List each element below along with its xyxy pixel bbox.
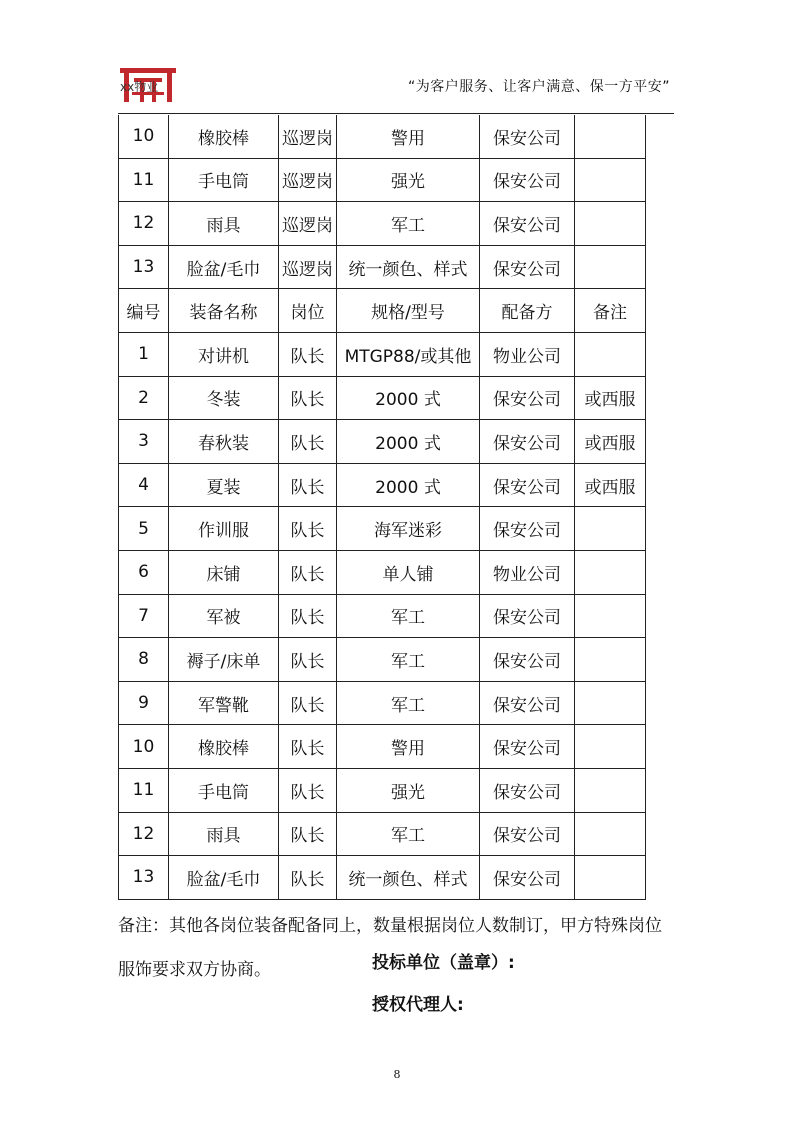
bidder-seal-label: 投标单位（盖章）:: [372, 953, 515, 973]
table-cell: 保安公司: [480, 768, 575, 812]
table-cell: 军工: [337, 594, 480, 638]
remarks-note: 备注：其他各岗位装备配备同上，数量根据岗位人数制订，甲方特殊岗位服饰要求双方协商。: [118, 916, 662, 980]
table-cell: [575, 856, 646, 900]
table-cell: 保安公司: [480, 725, 575, 769]
table-cell: 强光: [337, 158, 480, 202]
table-cell: 警用: [337, 115, 480, 158]
table-cell: [575, 768, 646, 812]
table-cell: [575, 812, 646, 856]
table-cell: 保安公司: [480, 115, 575, 158]
table-cell: 作训服: [169, 507, 279, 551]
table-cell: 春秋装: [169, 420, 279, 464]
table-row: [119, 638, 646, 682]
table-cell: 或西服: [575, 463, 646, 507]
header-slogan: “为客户服务、让客户满意、保一方平安”: [407, 79, 670, 95]
table-row: [119, 115, 646, 158]
table-cell: 单人铺: [337, 550, 480, 594]
table-cell: 队长: [279, 681, 337, 725]
table-cell: 10: [119, 725, 169, 769]
table-cell: 规格/型号: [337, 289, 480, 333]
table-row: [119, 420, 646, 464]
table-row: [119, 681, 646, 725]
table-cell: 床铺: [169, 550, 279, 594]
table-cell: 12: [119, 812, 169, 856]
table-cell: 2000 式: [337, 420, 480, 464]
table-cell: 手电筒: [169, 768, 279, 812]
page-number: 8: [393, 1068, 401, 1081]
table-cell: 队长: [279, 376, 337, 420]
table-cell: 队长: [279, 507, 337, 551]
table-cell: 12: [119, 202, 169, 246]
table-cell: [575, 158, 646, 202]
table-cell: 对讲机: [169, 332, 279, 376]
table-cell: 巡逻岗: [279, 245, 337, 289]
table-cell: 军工: [337, 202, 480, 246]
table-row: [119, 245, 646, 289]
table-row: [119, 856, 646, 900]
table-cell: 备注: [575, 289, 646, 333]
table-cell: 警用: [337, 725, 480, 769]
table-cell: 军工: [337, 812, 480, 856]
table-row: [119, 725, 646, 769]
table-row: [119, 507, 646, 551]
equipment-table: [118, 115, 646, 900]
table-cell: 褥子/床单: [169, 638, 279, 682]
table-cell: 保安公司: [480, 681, 575, 725]
table-cell: 物业公司: [480, 332, 575, 376]
table-row: [119, 768, 646, 812]
table-cell: 或西服: [575, 376, 646, 420]
table-cell: 队长: [279, 725, 337, 769]
table-cell: 队长: [279, 638, 337, 682]
table-row: [119, 202, 646, 246]
table-cell: [575, 638, 646, 682]
table-cell: 保安公司: [480, 420, 575, 464]
table-cell: 保安公司: [480, 638, 575, 682]
table-cell: 11: [119, 158, 169, 202]
table-cell: 岗位: [279, 289, 337, 333]
table-cell: 雨具: [169, 202, 279, 246]
table-cell: 13: [119, 856, 169, 900]
table-cell: 统一颜色、样式: [337, 856, 480, 900]
table-cell: MTGP88/或其他: [337, 332, 480, 376]
authorized-agent-label: 授权代理人:: [372, 995, 464, 1015]
table-cell: 8: [119, 638, 169, 682]
table-cell: 队长: [279, 768, 337, 812]
table-cell: 强光: [337, 768, 480, 812]
table-cell: 橡胶棒: [169, 115, 279, 158]
table-cell: 保安公司: [480, 507, 575, 551]
table-row: [119, 550, 646, 594]
table-cell: 统一颜色、样式: [337, 245, 480, 289]
table-cell: 保安公司: [480, 812, 575, 856]
table-row: [119, 594, 646, 638]
table-cell: 1: [119, 332, 169, 376]
table-cell: 9: [119, 681, 169, 725]
table-cell: 巡逻岗: [279, 158, 337, 202]
table-cell: [575, 550, 646, 594]
table-cell: 11: [119, 768, 169, 812]
table-row: [119, 812, 646, 856]
table-cell: 编号: [119, 289, 169, 333]
table-cell: 保安公司: [480, 856, 575, 900]
table-cell: 5: [119, 507, 169, 551]
table-row: [119, 332, 646, 376]
table-cell: 橡胶棒: [169, 725, 279, 769]
table-cell: 军警靴: [169, 681, 279, 725]
table-cell: 2000 式: [337, 376, 480, 420]
table-cell: 雨具: [169, 812, 279, 856]
table-cell: 2000 式: [337, 463, 480, 507]
table-cell: 3: [119, 420, 169, 464]
table-cell: 海军迷彩: [337, 507, 480, 551]
table-cell: 脸盆/毛巾: [169, 245, 279, 289]
table-cell: 队长: [279, 812, 337, 856]
table-cell: [575, 332, 646, 376]
table-cell: 军工: [337, 638, 480, 682]
table-cell: 10: [119, 115, 169, 158]
table-cell: 队长: [279, 856, 337, 900]
table-cell: 保安公司: [480, 463, 575, 507]
table-cell: 冬装: [169, 376, 279, 420]
table-cell: 队长: [279, 594, 337, 638]
table-row: [119, 158, 646, 202]
table-cell: 保安公司: [480, 594, 575, 638]
table-cell: 物业公司: [480, 550, 575, 594]
header-divider: [118, 113, 674, 114]
table-cell: 保安公司: [480, 202, 575, 246]
table-cell: 7: [119, 594, 169, 638]
table-cell: 配备方: [480, 289, 575, 333]
table-cell: 13: [119, 245, 169, 289]
table-cell: 巡逻岗: [279, 115, 337, 158]
table-cell: 巡逻岗: [279, 202, 337, 246]
table-cell: 手电筒: [169, 158, 279, 202]
page-header: [0, 0, 793, 115]
table-cell: 2: [119, 376, 169, 420]
table-cell: [575, 681, 646, 725]
table-cell: 4: [119, 463, 169, 507]
table-row: [119, 463, 646, 507]
table-cell: [575, 507, 646, 551]
table-cell: [575, 115, 646, 158]
table-cell: 队长: [279, 420, 337, 464]
table-cell: 军工: [337, 681, 480, 725]
table-row: [119, 376, 646, 420]
table-row: [119, 289, 646, 333]
table-cell: 军被: [169, 594, 279, 638]
table-cell: 脸盆/毛巾: [169, 856, 279, 900]
table-cell: 保安公司: [480, 376, 575, 420]
table-cell: [575, 202, 646, 246]
equipment-table-body: [119, 115, 646, 899]
table-cell: 保安公司: [480, 158, 575, 202]
table-cell: 或西服: [575, 420, 646, 464]
logo-text: xx物业: [120, 80, 159, 94]
table-cell: [575, 245, 646, 289]
table-cell: 保安公司: [480, 245, 575, 289]
table-cell: [575, 594, 646, 638]
table-cell: 6: [119, 550, 169, 594]
table-cell: 队长: [279, 332, 337, 376]
table-cell: 装备名称: [169, 289, 279, 333]
table-cell: [575, 725, 646, 769]
table-cell: 队长: [279, 463, 337, 507]
table-cell: 队长: [279, 550, 337, 594]
table-cell: 夏装: [169, 463, 279, 507]
